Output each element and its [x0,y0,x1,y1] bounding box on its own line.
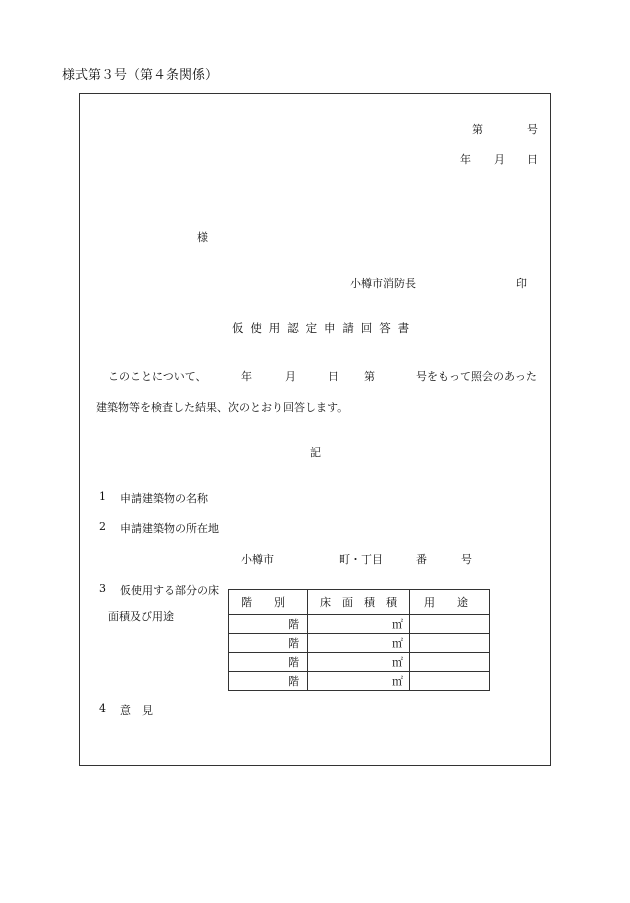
item3-label-line1: 仮使用する部分の床 [120,584,219,597]
row-floor: 階 [229,672,308,691]
item1-label: 申請建築物の名称 [120,492,208,505]
address-town: 町・丁目 [339,553,383,566]
number-prefix: 第 [472,123,483,136]
addressee-suffix: 様 [197,231,208,244]
row-use [410,634,490,653]
date-day: 日 [527,153,538,166]
row-floor: 階 [229,615,308,634]
body-no-suffix: 号をもって照会のあった [416,370,537,383]
header-floor-label: 階 別 [241,596,285,609]
body-line2: 建築物等を検査した結果、次のとおり回答します。 [96,401,349,414]
item1-number: 1 [99,490,106,503]
item2-label: 申請建築物の所在地 [120,522,219,535]
row-area: ㎡ [308,634,410,653]
header-use: 用 途 [410,590,490,615]
table-row [229,634,490,653]
row-use [410,672,490,691]
date-year: 年 [460,153,471,166]
number-suffix: 号 [527,123,538,136]
item4-number: 4 [99,702,106,715]
row-use [410,653,490,672]
document-title: 仮使用認定申請回答書 [232,321,416,335]
seal-mark: 印 [516,277,527,290]
body-lead: このことについて、 [108,370,207,383]
item2-number: 2 [99,520,106,533]
item3-label-line2: 面積及び用途 [108,610,174,623]
table-header-row [229,590,490,615]
address-go: 号 [461,553,472,566]
table-row [229,653,490,672]
ki-heading: 記 [310,446,321,459]
floor-area-table [228,589,490,691]
row-floor: 階 [229,634,308,653]
item4-label: 意 見 [120,704,153,717]
table-row [229,615,490,634]
address-city: 小樽市 [241,553,274,566]
body-month: 月 [285,370,296,383]
row-floor: 階 [229,653,308,672]
table-row [229,672,490,691]
row-area: ㎡ [308,615,410,634]
issuer-name: 小樽市消防長 [350,277,416,290]
row-area: ㎡ [308,672,410,691]
date-month: 月 [494,153,505,166]
header-floor [229,590,308,615]
form-number-label: 様式第３号（第４条関係） [62,68,219,83]
row-area: ㎡ [308,653,410,672]
item3-number: 3 [99,582,106,595]
body-year: 年 [241,370,252,383]
header-area: 床 面 積 積 [308,590,410,615]
row-use [410,615,490,634]
body-no-prefix: 第 [364,370,375,383]
body-day: 日 [328,370,339,383]
address-ban: 番 [416,553,427,566]
